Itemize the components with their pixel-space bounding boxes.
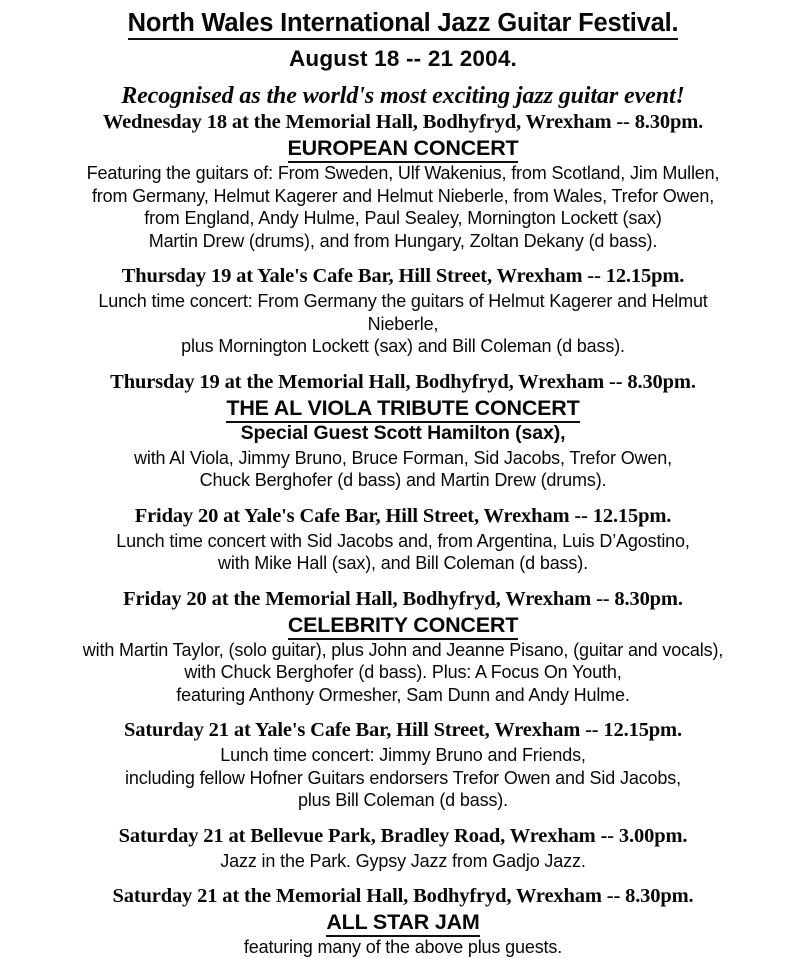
- event-subheading: Special Guest Scott Hamilton (sax),: [240, 421, 566, 444]
- event-venue-line: Thursday 19 at the Memorial Hall, Bodhyfryd, Wrexham -- 8.30pm.: [110, 370, 696, 393]
- event-detail-line: with Chuck Berghofer (d bass). Plus: A Focus On Youth,: [184, 662, 622, 682]
- event-block: [18, 718, 788, 812]
- festival-tagline: Recognised as the world's most exciting jazz guitar event!: [121, 83, 685, 109]
- event-concert-name: [18, 909, 788, 935]
- event-detail-line: including fellow Hofner Guitars endorsers Trefor Owen and Sid Jacobs,: [125, 767, 681, 788]
- event-block: [18, 504, 788, 575]
- event-detail-line: Lunch time concert: From Germany the guitars of Helmut Kagerer and Helmut: [98, 291, 708, 311]
- festival-dates: August 18 -- 21 2004.: [288, 46, 518, 71]
- event-concert-name: [18, 612, 788, 638]
- event-block: [18, 264, 788, 358]
- page-title: [18, 8, 788, 38]
- event-block: [18, 370, 788, 492]
- event-concert-name-text: ALL STAR JAM: [326, 910, 479, 937]
- event-venue-line: Wednesday 18 at the Memorial Hall, Bodhyfryd, Wrexham -- 8.30pm.: [102, 111, 704, 133]
- event-detail-line: Lunch time concert: Jimmy Bruno and Friends,: [220, 745, 586, 765]
- event-concert-name: [18, 395, 788, 421]
- event-venue-line: Saturday 21 at Bellevue Park, Bradley Road, Wrexham -- 3.00pm.: [118, 824, 688, 847]
- event-venue-line: Friday 20 at the Memorial Hall, Bodhyfryd, Wrexham -- 8.30pm.: [123, 587, 683, 610]
- event-concert-name-text: CELEBRITY CONCERT: [288, 613, 518, 640]
- event-concert-name: [18, 135, 788, 161]
- event-block: [18, 587, 788, 707]
- event-venue-line: Saturday 21 at the Memorial Hall, Bodhyfryd, Wrexham -- 8.30pm.: [112, 885, 694, 907]
- event-block: [18, 824, 788, 873]
- event-detail-line: with Al Viola, Jimmy Bruno, Bruce Forman, Sid Jacobs, Trefor Owen,: [134, 447, 672, 468]
- event-detail-line: with Martin Taylor, (solo guitar), plus John and Jeanne Pisano, (guitar and vocals),: [82, 639, 724, 660]
- event-detail-line: plus Mornington Lockett (sax) and Bill Coleman (d bass).: [181, 336, 625, 356]
- event-detail-line: from Germany, Helmut Kagerer and Helmut Nieberle, from Wales, Trefor Owen,: [91, 185, 715, 206]
- event-venue-line: Saturday 21 at Yale's Cafe Bar, Hill Street, Wrexham -- 12.15pm.: [124, 719, 682, 741]
- event-detail-line: Nieberle,: [367, 313, 439, 334]
- page-title-text: North Wales International Jazz Guitar Festival.: [128, 9, 679, 40]
- event-detail-line: Featuring the guitars of: From Sweden, Ulf Wakenius, from Scotland, Jim Mullen,: [86, 163, 720, 183]
- event-detail-line: Jazz in the Park. Gypsy Jazz from Gadjo Jazz.: [220, 850, 586, 871]
- event-list: [18, 110, 788, 959]
- event-detail-line: featuring many of the above plus guests.: [243, 937, 563, 957]
- event-venue-line: Friday 20 at Yale's Cafe Bar, Hill Street, Wrexham -- 12.15pm.: [134, 504, 672, 527]
- event-detail-line: plus Bill Coleman (d bass).: [297, 790, 509, 810]
- event-detail-line: Martin Drew (drums), and from Hungary, Zoltan Dekany (d bass).: [148, 230, 658, 251]
- event-detail-line: with Mike Hall (sax), and Bill Coleman (d bass).: [218, 553, 588, 573]
- event-concert-name-text: THE AL VIOLA TRIBUTE CONCERT: [226, 396, 579, 423]
- event-block: [18, 110, 788, 252]
- event-block: [18, 884, 788, 959]
- event-detail-line: Lunch time concert with Sid Jacobs and, from Argentina, Luis D’Agostino,: [116, 530, 690, 551]
- event-venue-line: Thursday 19 at Yale's Cafe Bar, Hill Street, Wrexham -- 12.15pm.: [121, 265, 685, 287]
- event-detail-line: Chuck Berghofer (d bass) and Martin Drew (drums).: [199, 470, 607, 490]
- event-concert-name-text: EUROPEAN CONCERT: [288, 136, 519, 163]
- event-detail-line: from England, Andy Hulme, Paul Sealey, Mornington Lockett (sax): [144, 208, 662, 228]
- event-detail-line: featuring Anthony Ormesher, Sam Dunn and Andy Hulme.: [176, 684, 630, 705]
